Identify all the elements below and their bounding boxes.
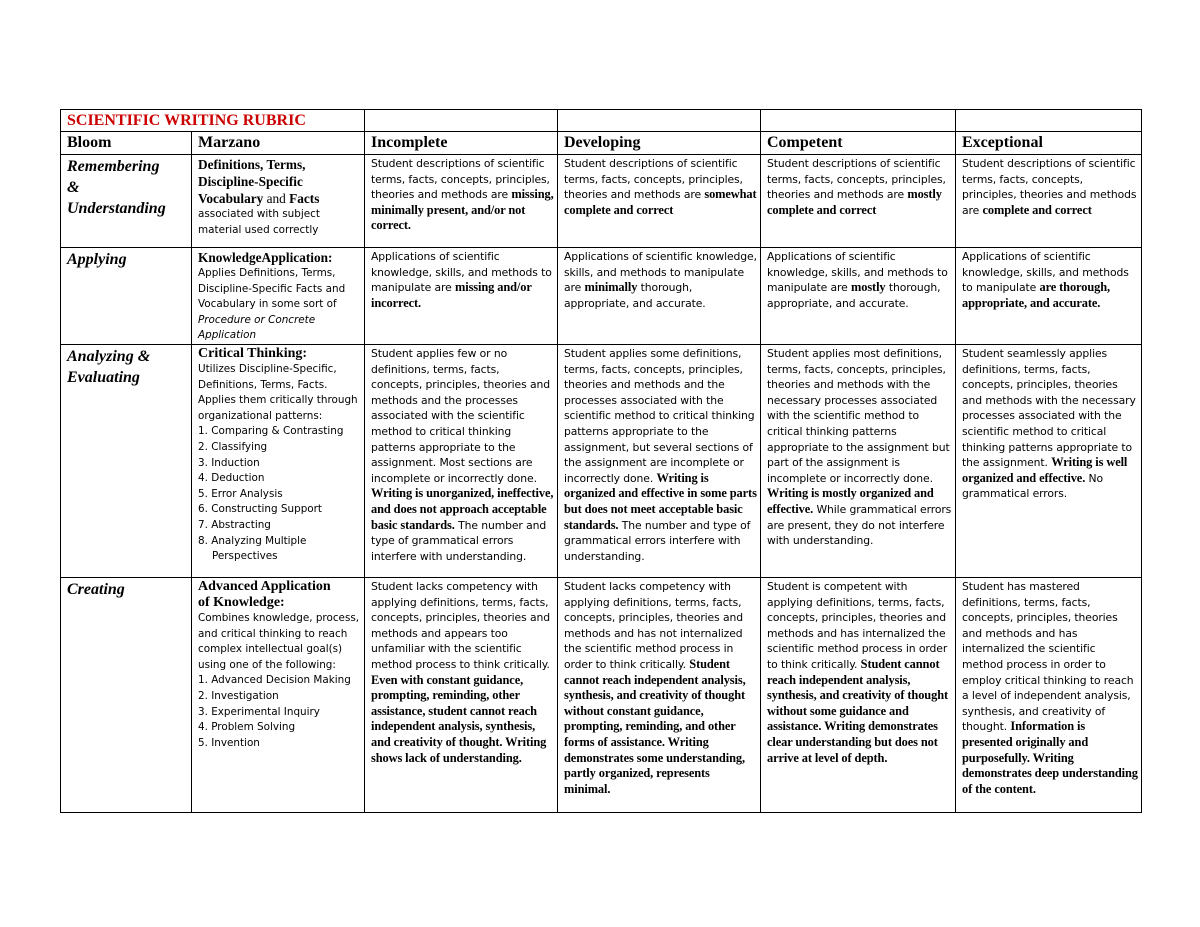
header-exceptional: Exceptional <box>956 132 1142 155</box>
bloom-level-line: & <box>67 179 80 196</box>
marzano-heading-mixed <box>198 190 361 207</box>
incomplete-cell <box>365 577 558 812</box>
criteria-text: While grammatical errors are present, they do not interfere with understanding. <box>767 502 952 548</box>
competent-cell <box>761 577 956 812</box>
marzano-text: Applies them critically through <box>198 394 358 407</box>
exceptional-cell <box>956 577 1142 812</box>
marzano-text: Definitions, Terms, Facts. <box>198 378 328 391</box>
bloom-level-line: Evaluating <box>67 368 140 386</box>
rubric-row-analyzing <box>61 344 1142 577</box>
marzano-list-item: 2. Investigation <box>198 689 279 702</box>
criteria-text: thorough, appropriate, and accurate. <box>564 281 706 310</box>
marzano-text: organizational patterns: <box>198 409 323 422</box>
marzano-list-item: 6. Constructing Support <box>198 503 322 516</box>
marzano-heading: of Knowledge: <box>198 594 285 610</box>
rubric-row-applying <box>61 248 1142 345</box>
criteria-text: Student descriptions of scientific terms, facts, concepts, principles, theories and methods are <box>371 157 550 202</box>
marzano-text: using one of the following: <box>198 658 336 671</box>
criteria-text: Student descriptions of scientific terms, facts, concepts, principles, theories and methods are <box>767 157 946 202</box>
marzano-heading: Definitions, Terms, <box>198 157 306 172</box>
empty-cell <box>365 110 558 132</box>
incomplete-cell <box>365 155 558 248</box>
criteria-text: No grammatical errors. <box>962 471 1104 501</box>
criteria-text: Applications of scientific knowledge, skills, and methods to manipulate are <box>767 250 948 295</box>
marzano-cell <box>192 344 365 577</box>
criteria-text: Student descriptions of scientific terms, facts, concepts, principles, theories and methods are <box>962 157 1137 217</box>
exceptional-cell <box>956 155 1142 248</box>
criteria-emphasis: Student cannot reach independent analysis, synthesis, and creativity of thought without constant guidance, prompting, reminding, and other forms of assistance. Writing demonstrates some understanding, partly organized, represents minimal. <box>564 656 746 796</box>
bloom-level-line: Understanding <box>67 200 166 217</box>
criteria-emphasis: Writing is unorganized, ineffective, and does not approach acceptable basic standards. <box>371 486 554 532</box>
competent-cell <box>761 248 956 345</box>
header-developing: Developing <box>558 132 761 155</box>
marzano-text-italic: Application <box>198 329 257 342</box>
criteria-emphasis: mostly complete and correct <box>767 187 942 217</box>
criteria-text: The number and type of grammatical errors interfere with understanding. <box>564 518 751 563</box>
marzano-heading: Discipline-Specific <box>198 174 303 189</box>
marzano-list-item: 3. Induction <box>198 456 260 469</box>
marzano-heading: KnowledgeApplication: <box>198 250 333 265</box>
marzano-heading: Facts <box>289 191 320 206</box>
bloom-level-cell <box>61 248 192 345</box>
bloom-level-line: Remembering <box>67 158 160 175</box>
criteria-emphasis: Writing is mostly organized and effective. <box>767 486 934 516</box>
bloom-level-line: Analyzing & <box>67 347 151 365</box>
marzano-text: Discipline-Specific Facts and <box>198 282 346 295</box>
criteria-emphasis: complete and correct <box>982 202 1092 217</box>
criteria-emphasis: Writing is organized and effective in some parts but does not meet acceptable basic standards. <box>564 470 757 532</box>
criteria-emphasis: Information is presented originally and purposefully. Writing demonstrates deep understanding of the content. <box>962 719 1138 796</box>
criteria-emphasis: thorough, appropriate, and accurate. <box>962 280 1110 310</box>
marzano-text: material used correctly <box>198 223 319 236</box>
criteria-text: Student is competent with applying definitions, terms, facts, concepts, principles, theories and methods and has internalized the scientific method process in order to think critically. <box>767 579 948 671</box>
incomplete-cell <box>365 248 558 345</box>
marzano-list-item: 5. Error Analysis <box>198 487 283 500</box>
header-bloom: Bloom <box>61 132 192 155</box>
marzano-text: and critical thinking to reach <box>198 627 348 640</box>
rubric-title: SCIENTIFIC WRITING RUBRIC <box>61 110 365 132</box>
marzano-heading: Vocabulary <box>198 191 264 206</box>
criteria-text: Student applies some definitions, terms, facts, concepts, principles, theories and methods and the processes associated with the scientific method to critical thinking patterns appropriate to the assignment, but several sections of the assignment are incomplete or incorrectly done. <box>564 346 755 485</box>
criteria-emphasis: Writing is well organized and effective. <box>962 455 1128 485</box>
incomplete-cell <box>365 344 558 577</box>
criteria-emphasis: Even with constant guidance, prompting, reminding, other assistance, student cannot reach independent analysis, synthesis, and creativity of thought. Writing shows lack of understanding. <box>371 672 547 765</box>
marzano-cell <box>192 248 365 345</box>
marzano-list-item: 2. Classifying <box>198 440 268 453</box>
developing-cell <box>558 248 761 345</box>
marzano-text: associated with subject <box>198 208 320 220</box>
rubric-row-creating <box>61 577 1142 812</box>
marzano-list-item: 3. Experimental Inquiry <box>198 705 320 718</box>
criteria-emphasis: somewhat complete and correct <box>564 187 757 217</box>
developing-cell <box>558 155 761 248</box>
criteria-emphasis: missing, minimally present, and/or not correct. <box>371 187 554 233</box>
criteria-text: Student lacks competency with applying definitions, terms, facts, concepts, principles, theories and methods and appears too unfamiliar with the scientific method process to think critically. <box>371 579 550 671</box>
title-row <box>61 110 1142 132</box>
criteria-text: Student has mastered definitions, terms, facts, concepts, principles, theories and methods and has internalized the scientific method process in order to employ critical thinking to reach a level of independent analysis, synthesis, and creativity of thought. <box>962 579 1134 734</box>
empty-cell <box>956 110 1142 132</box>
marzano-list-item: 1. Comparing & Contrasting <box>198 425 344 438</box>
header-incomplete: Incomplete <box>365 132 558 155</box>
marzano-heading: Advanced Application <box>198 578 331 594</box>
empty-cell <box>558 110 761 132</box>
marzano-text: Applies Definitions, Terms, <box>198 267 336 279</box>
marzano-list-item: 5. Invention <box>198 736 260 749</box>
criteria-text: Applications of scientific knowledge, skills, and methods to manipulate <box>962 250 1129 295</box>
marzano-text: Combines knowledge, process, <box>198 611 360 624</box>
criteria-emphasis: Student cannot reach independent analysis, synthesis, and creativity of thought without some guidance and assistance. Writing demonstrates clear understanding but does not arrive at level of depth. <box>767 656 949 765</box>
competent-cell <box>761 344 956 577</box>
marzano-text-italic: Procedure or Concrete <box>198 313 316 326</box>
developing-cell <box>558 344 761 577</box>
criteria-text: Student seamlessly applies definitions, terms, facts, concepts, principles, theories and methods with the necessary processes associated with the scientific method to critical thinking patterns appropriate to the assignment. <box>962 346 1136 470</box>
empty-cell <box>761 110 956 132</box>
marzano-heading: Critical Thinking: <box>198 345 308 361</box>
marzano-connector: and <box>263 191 290 206</box>
bloom-level-cell <box>61 577 192 812</box>
header-row <box>61 132 1142 155</box>
criteria-text: The number and type of grammatical errors interfere with understanding. <box>371 518 547 563</box>
criteria-text: Student applies few or no definitions, terms, facts, concepts, principles, theories and methods and the processes associated with the scientific method to critical thinking patterns appropriate to the assignment. Most sections are incomplete or incorrectly done. <box>371 346 550 485</box>
competent-cell <box>761 155 956 248</box>
rubric-table <box>60 109 1142 813</box>
header-competent: Competent <box>761 132 956 155</box>
marzano-cell <box>192 155 365 248</box>
bloom-level-cell <box>61 155 192 248</box>
criteria-text: Student applies most definitions, terms, facts, concepts, principles, theories and methods with the necessary processes associated with the scientific method to critical thinking patterns appropriate to the assignment but part of the assignment is incomplete or incorrectly done. <box>767 346 950 485</box>
criteria-emphasis: minimally <box>584 280 638 295</box>
header-marzano: Marzano <box>192 132 365 155</box>
criteria-text: Applications of scientific knowledge, skills, and methods to manipulate are <box>564 250 757 295</box>
developing-cell <box>558 577 761 812</box>
criteria-text: Student lacks competency with applying definitions, terms, facts, concepts, principles, theories and methods and has not internalized the scientific method process in order to think critically. <box>564 579 743 671</box>
marzano-cell <box>192 577 365 812</box>
marzano-text: Utilizes Discipline-Specific, <box>198 362 337 375</box>
criteria-emphasis: mostly <box>851 280 886 295</box>
marzano-list-continuation: Perspectives <box>212 550 278 563</box>
bloom-level-line: Creating <box>67 580 125 598</box>
criteria-emphasis: missing and/or incorrect. <box>371 280 532 310</box>
bloom-level-cell <box>61 344 192 577</box>
rubric-row-remembering <box>61 155 1142 248</box>
marzano-text: complex intellectual goal(s) <box>198 643 343 656</box>
marzano-list-item: 1. Advanced Decision Making <box>198 674 351 687</box>
criteria-text: thorough, appropriate, and accurate. <box>767 281 941 310</box>
marzano-list-item: 4. Problem Solving <box>198 721 296 734</box>
criteria-emphasis: are <box>1039 280 1057 295</box>
bloom-level-line: Applying <box>67 251 127 268</box>
marzano-list-item: 7. Abstracting <box>198 518 271 531</box>
exceptional-cell <box>956 344 1142 577</box>
exceptional-cell <box>956 248 1142 345</box>
criteria-text: Student descriptions of scientific terms, facts, concepts, principles, theories and methods are <box>564 157 743 202</box>
marzano-text: Vocabulary in some sort of <box>198 298 337 311</box>
marzano-list-item: 8. Analyzing Multiple <box>198 534 307 547</box>
criteria-text: Applications of scientific knowledge, skills, and methods to manipulate are <box>371 250 552 295</box>
marzano-list-item: 4. Deduction <box>198 472 265 485</box>
